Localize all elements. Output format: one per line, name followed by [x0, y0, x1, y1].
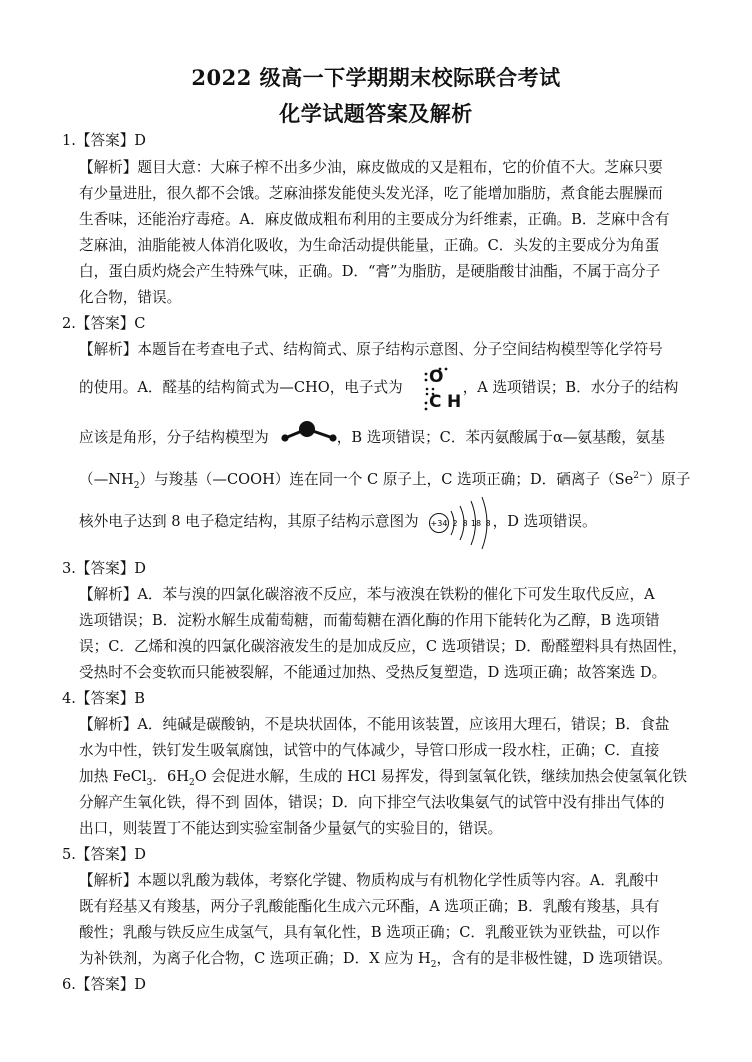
- q1-analysis-line-5: 白，蛋白质灼烧会产生特殊气味，正确。D．“膏”为脂肪，是硬脂酸甘油酯，不属于高分子: [79, 263, 661, 280]
- q5-analysis-line-1: 【解析】本题以乳酸为载体，考察化学键、物质构成与有机物化学性质等内容。A．乳酸中: [79, 872, 659, 889]
- selenium-atom-structure-diagram: [428, 496, 496, 550]
- q2-analysis-line-4: $(—NH_2)$与羧基（—COOH）连在同一个 C 原子上，C 选项正确；D．硒离子$(Se^{2-})$原子: [79, 471, 691, 491]
- q4-analysis-line-5: 出口，则装置丁不能达到实验室制备少量氨气的实验目的，错误。: [79, 820, 503, 837]
- q2-analysis-line-1: 【解析】本题旨在考查电子式、结构简式、原子结构示意图、分子空间结构模型等化学符号: [79, 341, 663, 358]
- q5-analysis-line-4: 为补铁剂，为离子化合物，C 选项正确；D．X 应为 $H_2$，含有的是非极性键，D 选项错误。: [79, 950, 672, 970]
- aldehyde-lewis-structure: [420, 366, 466, 414]
- q2-analysis-line-3: 应该是角形，分子结构模型为 ，B 选项错误；C．苯丙氨酸属于α—氨基酸，氨基: [79, 429, 665, 446]
- q4-answer: 4.【答案】B: [62, 690, 146, 707]
- q1-analysis-line-3: 生香味，还能治疗毒疮。A．麻皮做成粗布利用的主要成分为纤维素，正确。B．芝麻中含有: [79, 211, 670, 228]
- atom-shell-1: 2: [452, 519, 458, 528]
- atom-shell-2: 8: [462, 519, 468, 528]
- q2-analysis-line-5: 核外电子达到 8 电子稳定结构，其原子结构示意图为 ，D 选项错误。: [79, 513, 597, 530]
- lewis-carbon: C: [429, 392, 442, 412]
- q1-analysis-line-1: 【解析】题目大意：大麻子榨不出多少油，麻皮做成的又是粗布，它的价值不大。芝麻只要: [79, 159, 663, 176]
- lewis-hydrogen: H: [447, 392, 462, 412]
- q1-answer: 1.【答案】D: [62, 132, 146, 149]
- q2-analysis-line-2: 的使用。A．醛基的结构简式为—CHO，电子式为 ，A 选项错误；B．水分子的结构: [79, 379, 679, 396]
- atom-nucleus-label: +34: [430, 519, 448, 528]
- lewis-oxygen: O: [429, 367, 444, 387]
- atom-shell-4: 8: [485, 519, 491, 528]
- q1-analysis-line-4: 芝麻油，油脂能被人体消化吸收，为生命活动提供能量，正确。C．头发的主要成分为角蛋: [79, 237, 660, 254]
- q3-analysis-line-4: 受热时不会变软而只能被裂解，不能通过加热、受热反复塑造，D 选项正确；故答案选 D。: [79, 664, 667, 681]
- q4-analysis-line-4: 分解产生氧化铁，得不到 固体，错误；D．向下排空气法收集氨气的试管中没有排出气体的: [79, 794, 665, 811]
- q2-answer: 2.【答案】C: [62, 315, 146, 332]
- q3-answer: 3.【答案】D: [62, 560, 146, 577]
- q3-analysis-line-3: 误；C．乙烯和溴的四氯化碳溶液发生的是加成反应，C 选项错误；D．酚醛塑料具有热固性，: [79, 638, 687, 655]
- q5-analysis-line-3: 酸性；乳酸与铁反应生成氢气，具有氧化性，B 选项正确；C．乳酸亚铁为亚铁盐，可以作: [79, 924, 661, 941]
- q6-answer: 6.【答案】D: [62, 976, 146, 993]
- water-molecule-model-icon: [279, 418, 339, 448]
- atom-shell-3: 18: [470, 519, 482, 528]
- q5-answer: 5.【答案】D: [62, 846, 146, 863]
- q4-analysis-line-3: 加热 FeCl$_3$．$6H_2O$ 会促进水解，生成的 HCl 易挥发，得到氢氧化铁，继续加热会使氢氧化铁: [79, 768, 687, 788]
- q5-analysis-line-2: 既有羟基又有羧基，两分子乳酸能酯化生成六元环酯，A 选项正确；B．乳酸有羧基，具有: [79, 898, 660, 915]
- q4-analysis-line-1: 【解析】A．纯碱是碳酸钠，不是块状固体，不能用该装置，应该用大理石，错误；B．食盐: [79, 716, 670, 733]
- q3-analysis-line-1: 【解析】A．苯与溴的四氯化碳溶液不反应，苯与液溴在铁粉的催化下可发生取代反应，A: [79, 586, 655, 603]
- exam-subtitle: 化学试题答案及解析: [279, 101, 473, 126]
- q1-analysis-line-2: 有少量进肚，很久都不会饿。芝麻油搽发能使头发光泽，吃了能增加脂肪，煮食能去腥臊而: [79, 185, 663, 202]
- exam-title: 2022 级高一下学期期末校际联合考试: [191, 65, 561, 90]
- q1-analysis-line-6: 化合物，错误。: [79, 289, 182, 306]
- q3-analysis-line-2: 选项错误；B．淀粉水解生成葡萄糖，而葡萄糖在酒化酶的作用下能转化为乙醇，B 选项错: [79, 612, 660, 629]
- q4-analysis-line-2: 水为中性，铁钉发生吸氧腐蚀，试管中的气体减少，导管口形成一段水柱，正确；C．直接: [79, 742, 660, 759]
